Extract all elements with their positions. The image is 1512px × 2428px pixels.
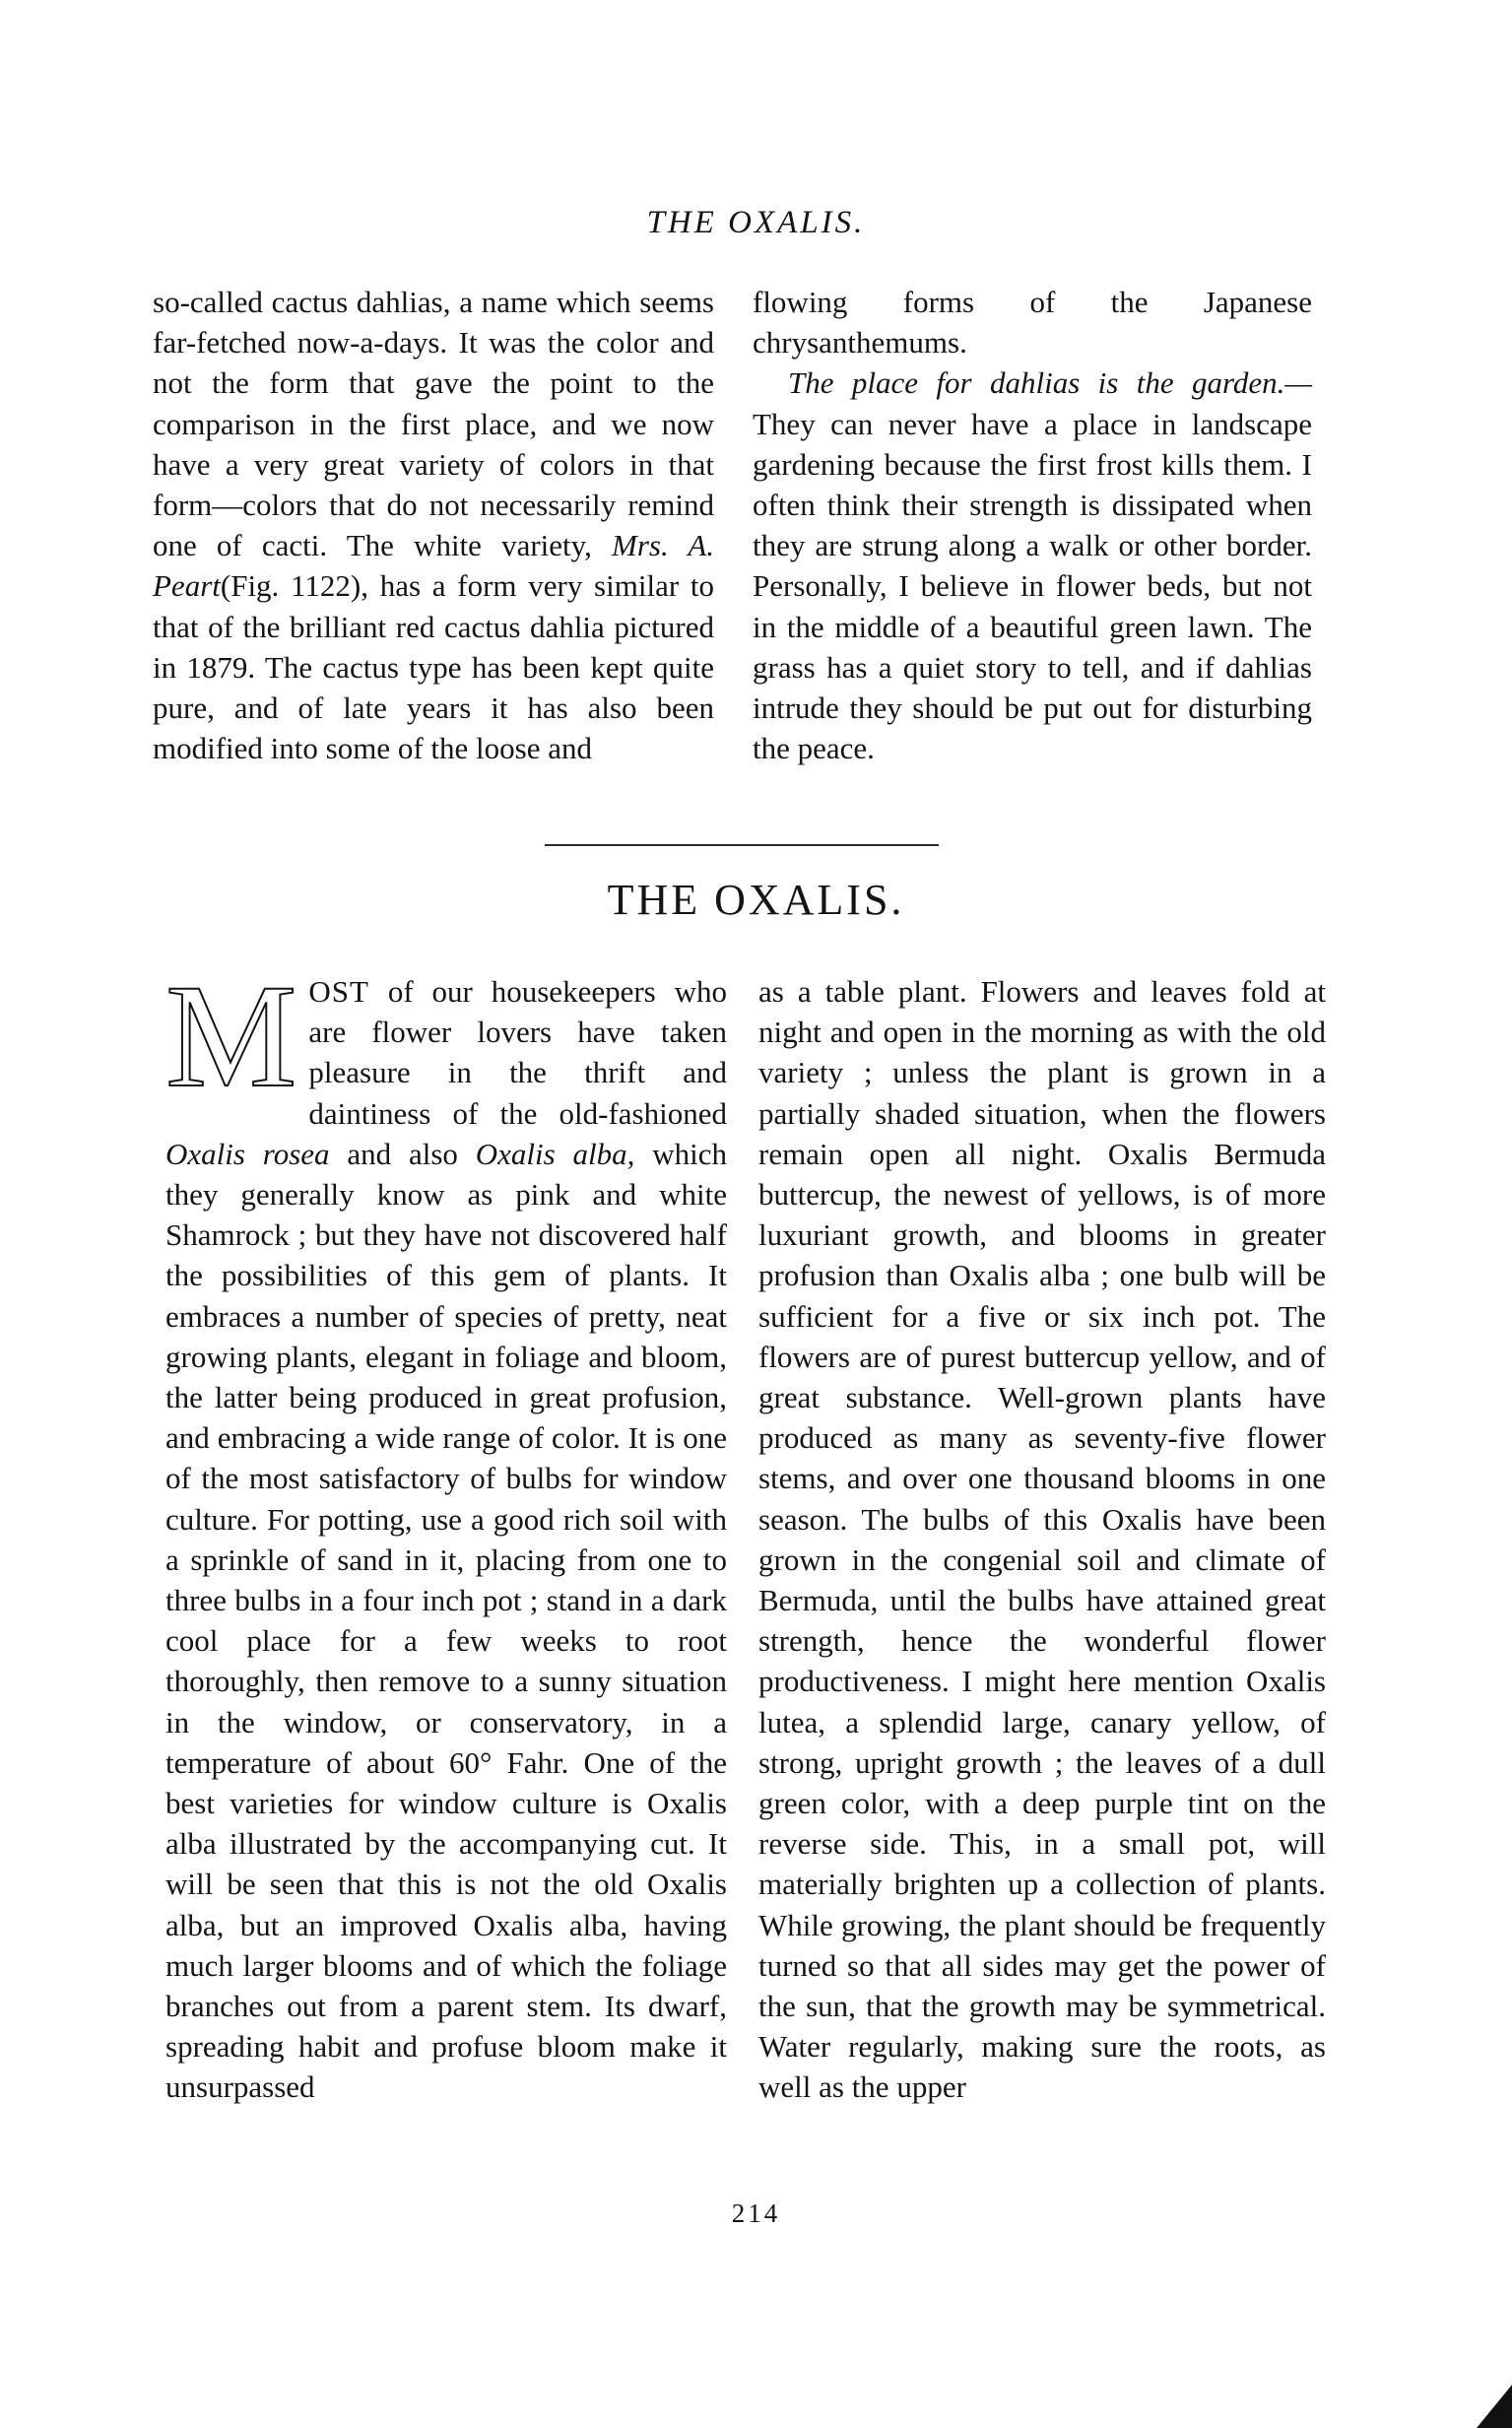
species-name: Oxalis alba,	[475, 1136, 635, 1171]
text-run: They can never have a place in landscape gardening because the first frost kills them. I often think their strength is dissipated when they are strung along a walk or other border. Personally, I believe in flower beds, but not in the middle of a beautiful green lawn. The grass has a quiet story to tell, and if dahlias intrude they should be put out for disturbing the peace.	[753, 406, 1312, 766]
drop-cap-continuation: OST	[308, 974, 369, 1009]
text-run: has a form very similar to that of the brilliant red cactus dahlia pictured in 1879. The cactus type has been kept quite pure, and of late years it has also been modified into some of the loose and	[153, 568, 714, 766]
top-left-column	[153, 282, 714, 768]
paragraph-lead: The place for dahlias is the garden.—	[788, 365, 1312, 401]
variety-name: Mrs. A. Peart	[153, 528, 715, 604]
paragraph-dahlia-colors	[153, 282, 714, 768]
paragraph-garden	[753, 362, 1312, 768]
species-name: Oxalis rosea	[165, 1136, 330, 1171]
figure-reference: (Fig. 1122),	[220, 568, 368, 604]
text-run: of our housekeepers who are flower lovers have taken pleasure in the thrift and daintiness of the old-fashioned	[308, 974, 728, 1131]
paragraph-intro	[165, 954, 728, 2108]
article-title: THE OXALIS.	[607, 876, 905, 924]
bottom-right-column	[758, 971, 1326, 2108]
paragraph-continuation: as a table plant. Flowers and leaves fold at night and open in the morning as with the old variety ; unless the plant is grown in a partially shaded situation, when the flowers remain open all night. Oxalis Bermuda buttercup, the newest of yellows, is of more luxuriant growth, and blooms in greater profusion than Oxalis alba ; one bulb will be sufficient for a five or six inch pot. The flowers are of purest buttercup yellow, and of great substance. Well-grown plants have produced as many as seventy-five flower stems, and over one thousand blooms in one season. The bulbs of this Oxalis have been grown in the congenial soil and climate of Bermuda, until the bulbs have attained great strength, hence the wonderful flower productiveness. I might here mention Oxalis lutea, a splendid large, canary yellow, of strong, upright growth ; the leaves of a dull green color, with a deep purple tint on the reverse side. This, in a small pot, will materially brighten up a collection of plants. While growing, the plant should be frequently turned so that all sides may get the power of the sun, that the growth may be symmetrical. Water regularly, making sure the roots, as well as the upper	[758, 974, 1326, 2105]
text-run: so-called cactus dahlias, a name which seems far-fetched now-a-days. It was the color and not the form that gave the point to the comparison in the first place, and we now have a very great variety of colors in that form—colors that do not necessarily remind one of cacti. The white variety,	[153, 285, 714, 563]
text-run: and also	[347, 1136, 458, 1171]
paragraph-continuation: flowing forms of the Japanese chrysanthemums.	[753, 285, 1312, 361]
page-corner-mark	[1477, 2385, 1512, 2428]
drop-cap: M	[165, 954, 297, 1118]
bottom-left-column	[165, 954, 728, 2108]
section-divider	[545, 844, 939, 846]
page-number: 214	[731, 2198, 781, 2228]
top-right-column	[753, 282, 1312, 768]
text-run: which they generally know as pink and white Shamrock ; but they have not discovered half the possibilities of this gem of plants. It embraces a number of species of pretty, neat growing plants, elegant in foliage and bloom, the latter being produced in great profusion, and embracing a wide range of color. It is one of the most satisfactory of bulbs for window culture. For potting, use a good rich soil with a sprinkle of sand in it, placing from one to three bulbs in a four inch pot ; stand in a dark cool place for a few weeks to root thoroughly, then remove to a sunny situation in the window, or conservatory, in a temperature of about 60° Fahr. One of the best varieties for window culture is Oxalis alba illustrated by the accompanying cut. It will be seen that this is not the old Oxalis alba, but an improved Oxalis alba, having much larger blooms and of which the foliage branches out from a parent stem. Its dwarf, spreading habit and profuse bloom make it unsurpassed	[165, 1136, 727, 2105]
running-head: THE OXALIS.	[646, 205, 866, 240]
